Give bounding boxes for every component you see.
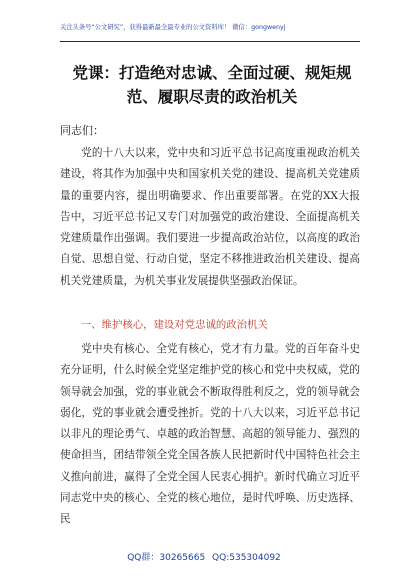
body-paragraph-intro: 党的十八大以来，党中央和习近平总书记高度重视政治机关建设，将其作为加强中央和国家机关党的建设、提高机关党建质量的重要内容，提出明确要求、作出重要部署。在党的XX大报告中，习近平总书记又专门对加强党的政治建设、全面提高机关党建质量作出强调。我们要进一步提高政治站位，以高度的政治自觉、思想自觉、行动自觉，坚定不移推进政治机关建设、提高机关党建质量，为机关事业发展提供坚强政治保证。 bbox=[60, 147, 360, 287]
header-divider bbox=[60, 41, 360, 42]
salutation: 同志们： bbox=[60, 124, 104, 137]
document-title: 党课：打造绝对忠诚、全面过硬、规矩规范、履职尽责的政治机关 bbox=[72, 64, 352, 106]
footer-contact: QQ群：30265665 QQ:535304092 bbox=[127, 553, 281, 563]
page-header bbox=[0, 0, 408, 52]
header-promo-text: 关注头条号“公文研究”，获得最新最全最专业的公文资料库！ 微信：gongwenyj bbox=[60, 24, 286, 31]
body-paragraph-section1: 党中央有核心、全党有核心，党才有力量。党的百年奋斗史充分证明，什么时候全党坚定维护党的核心和党中央权威，党的领导就会加强，党的事业就会不断取得胜利反之，党的领导就会弱化，党的事业就会遭受挫折。党的十八大以来，习近平总书记以非凡的理论勇气、卓越的政治智慧、高超的领导能力、强烈的使命担当，团结带领全党全国各族人民把新时代中国特色社会主义推向前进，赢得了全党全国人民衷心拥护。新时代确立习近平同志党中央的核心、全党的核心地位，是时代呼唤、历史选择、民 bbox=[60, 343, 360, 526]
section-heading: 一、维护核心，建设对党忠诚的政治机关 bbox=[80, 319, 268, 331]
